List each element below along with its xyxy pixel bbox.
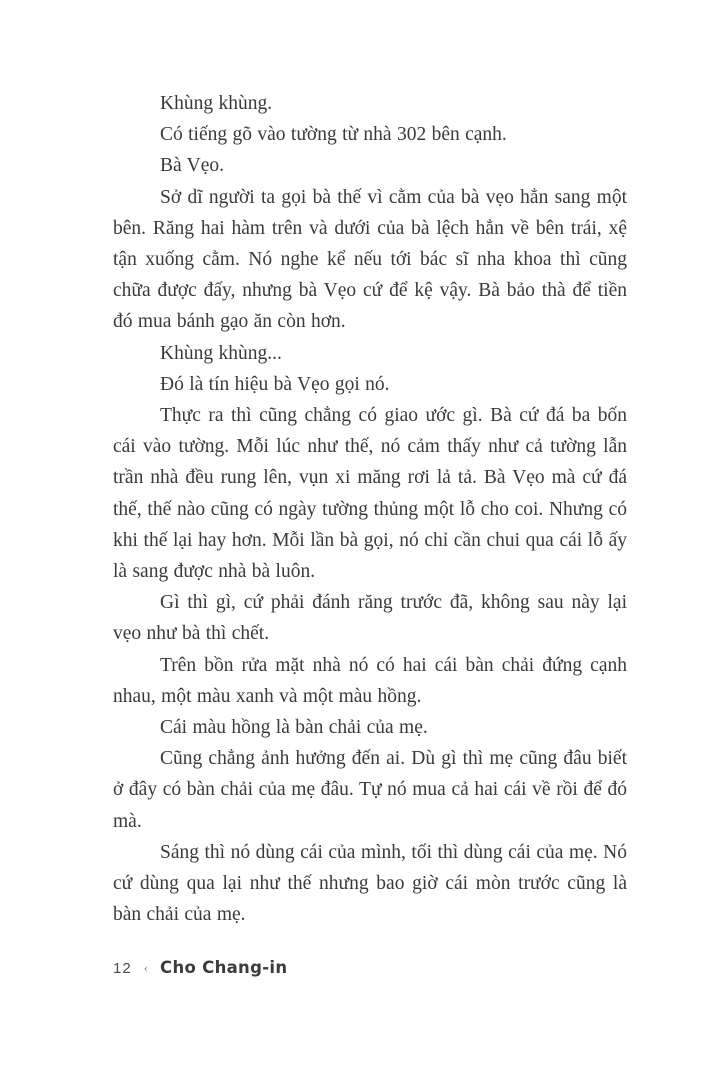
paragraph: Cái màu hồng là bàn chải của mẹ.: [160, 717, 428, 739]
footer-separator-icon: ‹: [143, 960, 149, 975]
paragraph: Gì thì gì, cứ phải đánh răng trước đã, không sau này lại vẹo như bà thì chết.: [113, 592, 627, 645]
paragraph: Trên bồn rửa mặt nhà nó có hai cái bàn chải đứng cạnh nhau, một màu xanh và một màu hồng.: [113, 654, 627, 707]
paragraph: Sáng thì nó dùng cái của mình, tối thì dùng cái của mẹ. Nó cứ dùng qua lại như thế nhưng bao giờ cái mòn trước cũng là bàn chải của mẹ.: [113, 841, 627, 926]
paragraph: Đó là tín hiệu bà Vẹo gọi nó.: [160, 373, 390, 395]
page-number: 12: [113, 960, 132, 977]
paragraph: Thực ra thì cũng chẳng có giao ước gì. Bà cứ đá ba bốn cái vào tường. Mỗi lúc như thế, nó cảm thấy như cả tường lẫn trần nhà đều rung lên, vụn xi măng rơi lả tả. Bà Vẹo mà cứ đá thế, thế nào cũng có ngày tường thủng một lỗ cho coi. Nhưng có khi thế lại hay hơn. Mỗi lần bà gọi, nó chỉ cần chui qua cái lỗ ấy là sang được nhà bà luôn.: [113, 405, 627, 583]
paragraph: Khùng khùng.: [160, 93, 273, 114]
book-page-text: [113, 88, 627, 930]
paragraph: Sở dĩ người ta gọi bà thế vì cằm của bà vẹo hẳn sang một bên. Răng hai hàm trên và dưới của bà lệch hẳn về bên trái, xệ tận xuống cằm. Nó nghe kể nếu tới bác sĩ nha khoa thì cũng chữa được đấy, nhưng bà Vẹo cứ để kệ vậy. Bà bảo thà để tiền đó mua bánh gạo ăn còn hơn.: [113, 186, 627, 333]
paragraph: Cũng chẳng ảnh hưởng đến ai. Dù gì thì mẹ cũng đâu biết ở đây có bàn chải của mẹ đâu. Tự nó mua cả hai cái về rồi để đó mà.: [113, 748, 627, 832]
paragraph: Bà Vẹo.: [160, 155, 225, 177]
paragraph: Có tiếng gõ vào tường từ nhà 302 bên cạnh.: [160, 124, 507, 146]
paragraph: Khùng khùng...: [160, 342, 282, 364]
author-name: Cho Chang-in: [160, 958, 288, 977]
page-footer: [113, 958, 627, 977]
